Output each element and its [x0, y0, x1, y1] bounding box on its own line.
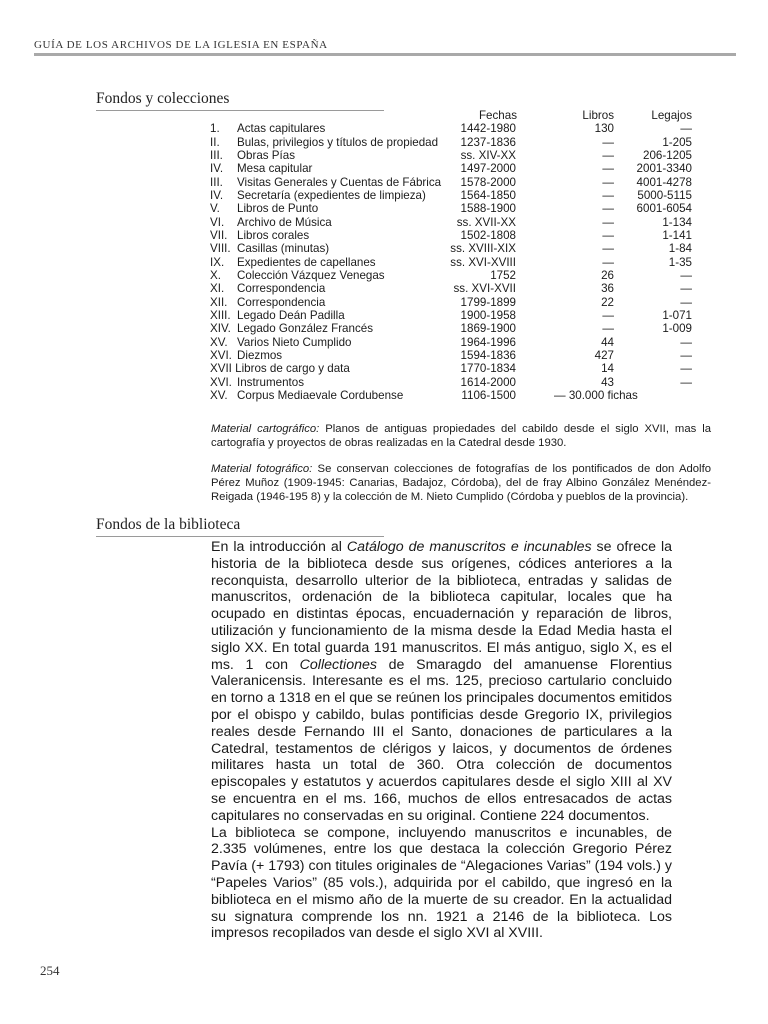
row-number: VII. [210, 228, 228, 242]
table-row [210, 256, 692, 269]
row-libros: — [602, 148, 614, 162]
p1-text-b: se ofrece la historia de la biblioteca desde sus orígenes, códices anteriores a la reconquista, desarrollo ulterior de la biblioteca, entradas y salidas de manuscritos, ordenación de la biblioteca capitular, locales que ha ocupado en distintas épocas, encuadernación y reparación de libros, utilización y funcionamiento de la misma desde la Edad Media hasta el siglo XX. En total guarda 191 manuscritos. El más antiguo, siglo X, es el ms. 1 con [211, 539, 672, 673]
table-row [210, 176, 692, 189]
row-name: Bulas, privilegios y títulos de propiedad [237, 135, 439, 149]
table-body [210, 122, 692, 402]
row-legajos: — [680, 268, 692, 282]
row-legajos: 1-009 [662, 322, 692, 336]
section-title-biblioteca: Fondos de la biblioteca [96, 516, 384, 537]
row-number: VIII. [210, 242, 231, 256]
table-row [210, 322, 692, 335]
header-legajos: Legajos [651, 109, 692, 122]
note-cartografico [211, 422, 711, 450]
table-row [210, 309, 692, 322]
note-carto-label: Material cartográfico: [211, 423, 320, 435]
row-fechas: ss. XIV-XX [460, 148, 516, 162]
row-legajos: — [680, 295, 692, 309]
p1-italic-title: Catálogo de manuscritos e incunables [346, 539, 592, 555]
table-row [210, 136, 692, 149]
row-fechas: 1869-1900 [460, 322, 516, 336]
row-number: XI. [210, 282, 225, 296]
row-legajos: 6001-6054 [636, 202, 692, 216]
table-row [210, 296, 692, 309]
row-number: III. [210, 175, 223, 189]
row-name: Diezmos [237, 348, 283, 362]
row-number: XVI. [210, 348, 232, 362]
body-paragraph-1 [211, 539, 672, 825]
running-head: GUÍA DE LOS ARCHIVOS DE LA IGLESIA EN ESPAÑA [34, 39, 328, 51]
row-legajos: — [680, 122, 692, 136]
row-legajos: — [680, 282, 692, 296]
row-fechas: 1502-1808 [460, 228, 516, 242]
p1-italic-collectiones: Collectiones [299, 656, 377, 673]
row-number: XVI. [210, 375, 232, 389]
row-fechas: 1106-1500 [461, 388, 516, 402]
row-fechas: 1564-1850 [460, 188, 516, 202]
p1-text-c: de Smaragdo del amanuense Florentius Valeranicensis. Interesante es el ms. 125, precioso cartulario concluido en torno a 1318 en el que se reúnen los principales documentos emitidos por el obispo y cabildo, bulas pontificias desde Gregorio IX, privilegios reales desde Fernando III el Santo, donaciones de particulares a la Catedral, testamentos de clérigos y laicos, y documentos de órdenes militares hasta un total de 360. Otra colección de documentos episcopales y estatutos y acuerdos capitulares desde el siglo XIII al XV se encuentra en el ms. 166, muchos de ellos entresacados de actas capitulares no conservadas en su original. Contiene 224 documentos. [211, 656, 672, 824]
row-fechas: 1237-1836 [460, 135, 516, 149]
row-libros: 43 [601, 375, 614, 389]
row-number: V. [210, 202, 220, 216]
page-number: 254 [40, 963, 60, 978]
row-name: Visitas Generales y Cuentas de Fábrica [237, 175, 442, 189]
note-foto-text: Se conservan colecciones de fotografías de los pontificados de don Adolfo Pérez Muñoz (1909-1945: Canarias, Badajoz, Córdoba), del de fray Albino González Menéndez-Reigada (1946-195 8) y la colección de M. Nieto Cumplido (Córdoba y pueblos de la provincia). [211, 463, 711, 503]
table-row [210, 269, 692, 282]
row-libros: — [602, 242, 614, 256]
row-fechas: ss. XVII-XX [456, 215, 516, 229]
table-row [210, 216, 692, 229]
row-legajos: — [680, 335, 692, 349]
row-libros: 427 [594, 348, 614, 362]
row-name: Correspondencia [237, 295, 326, 309]
row-legajos: — [680, 348, 692, 362]
row-number: XV. [210, 335, 228, 349]
row-libros: — [602, 188, 614, 202]
row-libros: 36 [601, 282, 614, 296]
row-number: XIV. [210, 322, 231, 336]
row-libros: — [602, 228, 614, 242]
table-row [210, 202, 692, 215]
table-row [210, 389, 692, 402]
row-name: Varios Nieto Cumplido [237, 335, 352, 349]
row-number: XIII. [210, 308, 231, 322]
row-legajos: 206-1205 [643, 148, 692, 162]
row-name: Obras Pías [237, 148, 295, 162]
row-fechas: 1442-1980 [460, 122, 516, 136]
row-libros: — [602, 135, 614, 149]
row-legajos: 5000-5115 [637, 188, 692, 202]
header-libros: Libros [582, 109, 614, 122]
row-name: XVII Libros de cargo y data [210, 362, 350, 376]
row-name: Instrumentos [237, 375, 305, 389]
row-fechas: ss. XVIII-XIX [450, 242, 516, 256]
fondos-table [210, 109, 692, 402]
row-libros: 44 [601, 335, 614, 349]
row-name: Actas capitulares [237, 122, 326, 136]
row-number: III. [210, 148, 223, 162]
row-fechas: 1752 [490, 268, 516, 282]
row-fechas: 1770-1834 [460, 362, 516, 376]
row-libros: — [602, 308, 614, 322]
row-libros: — 30.000 fichas [554, 388, 638, 402]
row-legajos: 1-205 [662, 135, 692, 149]
table-row [210, 336, 692, 349]
row-fechas: 1588-1900 [460, 202, 516, 216]
p1-text-a: En la introducción al [211, 539, 347, 555]
row-libros: — [602, 255, 614, 269]
table-row [210, 122, 692, 135]
row-legajos: 1-071 [662, 308, 692, 322]
row-name: Casillas (minutas) [237, 242, 330, 256]
section-title-fondos: Fondos y colecciones [96, 90, 384, 111]
table-row [210, 162, 692, 175]
table-row [210, 229, 692, 242]
row-libros: — [602, 175, 614, 189]
table-row [210, 362, 692, 375]
row-legajos: 1-141 [662, 228, 692, 242]
row-legajos: 1-35 [668, 255, 692, 269]
header-rule [34, 53, 736, 56]
row-number: IX. [210, 255, 225, 269]
row-fechas: 1614-2000 [460, 375, 516, 389]
row-number: XV. [210, 388, 228, 402]
note-foto-label: Material fotográfico: [211, 463, 313, 475]
row-name: Mesa capitular [237, 162, 313, 176]
row-libros: 130 [594, 122, 614, 136]
row-libros: 14 [601, 362, 614, 376]
row-name: Secretaría (expedientes de limpieza) [237, 188, 426, 202]
row-number: IV. [210, 188, 224, 202]
row-name: Legado Deán Padilla [237, 308, 345, 322]
body-paragraph-2: La biblioteca se compone, incluyendo manuscritos e incunables, de 2.335 volúmenes, entre los que destaca la colección Gregorio Pérez Pavía (+ 1793) con titules originales de “Alegaciones Varias” (194 vols.) y “Papeles Varios” (85 vols.), adquirida por el cabildo, que ingresó en la biblioteca en el mismo año de la muerte de su creador. En la actualidad su signatura comprende los nn. 1921 a 2146 de la biblioteca. Los impresos recopilados van desde el siglo XVI al XVIII. [211, 824, 672, 942]
row-name: Colección Vázquez Venegas [237, 268, 385, 282]
row-fechas: 1594-1836 [460, 348, 516, 362]
table-row [210, 349, 692, 362]
row-fechas: ss. XVI-XVIII [450, 255, 516, 269]
table-row [210, 282, 692, 295]
row-name: Corpus Mediaevale Cordubense [237, 388, 404, 402]
row-name: Libros corales [237, 228, 310, 242]
row-fechas: 1497-2000 [460, 162, 516, 176]
table-header [210, 109, 692, 122]
row-name: Expedientes de capellanes [237, 255, 376, 269]
table-row [210, 242, 692, 255]
row-name: Libros de Punto [237, 202, 319, 216]
row-legajos: — [680, 375, 692, 389]
row-number: XII. [210, 295, 228, 309]
table-row [210, 376, 692, 389]
row-name: Legado González Francés [237, 322, 373, 336]
row-legajos: 4001-4278 [636, 175, 692, 189]
row-fechas: 1964-1996 [460, 335, 516, 349]
row-name: Archivo de Música [237, 215, 332, 229]
row-number: 1. [210, 122, 220, 136]
row-legajos: 1-84 [668, 242, 692, 256]
row-libros: — [602, 162, 614, 176]
row-fechas: 1578-2000 [460, 175, 516, 189]
row-number: IV. [210, 162, 224, 176]
row-libros: 22 [601, 295, 614, 309]
note-carto-text: Planos de antiguas propiedades del cabildo desde el siglo XVII, mas la cartografía y proyectos de obras realizadas en la Catedral desde 1930. [211, 423, 711, 449]
row-legajos: 1-134 [662, 215, 692, 229]
table-row [210, 189, 692, 202]
row-number: II. [210, 135, 220, 149]
row-libros: — [602, 202, 614, 216]
row-libros: 26 [601, 268, 614, 282]
body-text [211, 539, 672, 942]
row-libros: — [602, 215, 614, 229]
row-number: VI. [210, 215, 225, 229]
row-fechas: ss. XVI-XVII [453, 282, 516, 296]
row-libros: — [602, 322, 614, 336]
header-fechas: Fechas [478, 109, 517, 122]
row-legajos: 2001-3340 [636, 162, 692, 176]
row-name: Correspondencia [237, 282, 326, 296]
row-legajos: — [680, 362, 692, 376]
note-fotografico [211, 462, 711, 504]
row-fechas: 1900-1958 [460, 308, 516, 322]
table-row [210, 149, 692, 162]
row-fechas: 1799-1899 [460, 295, 516, 309]
row-number: X. [210, 268, 221, 282]
